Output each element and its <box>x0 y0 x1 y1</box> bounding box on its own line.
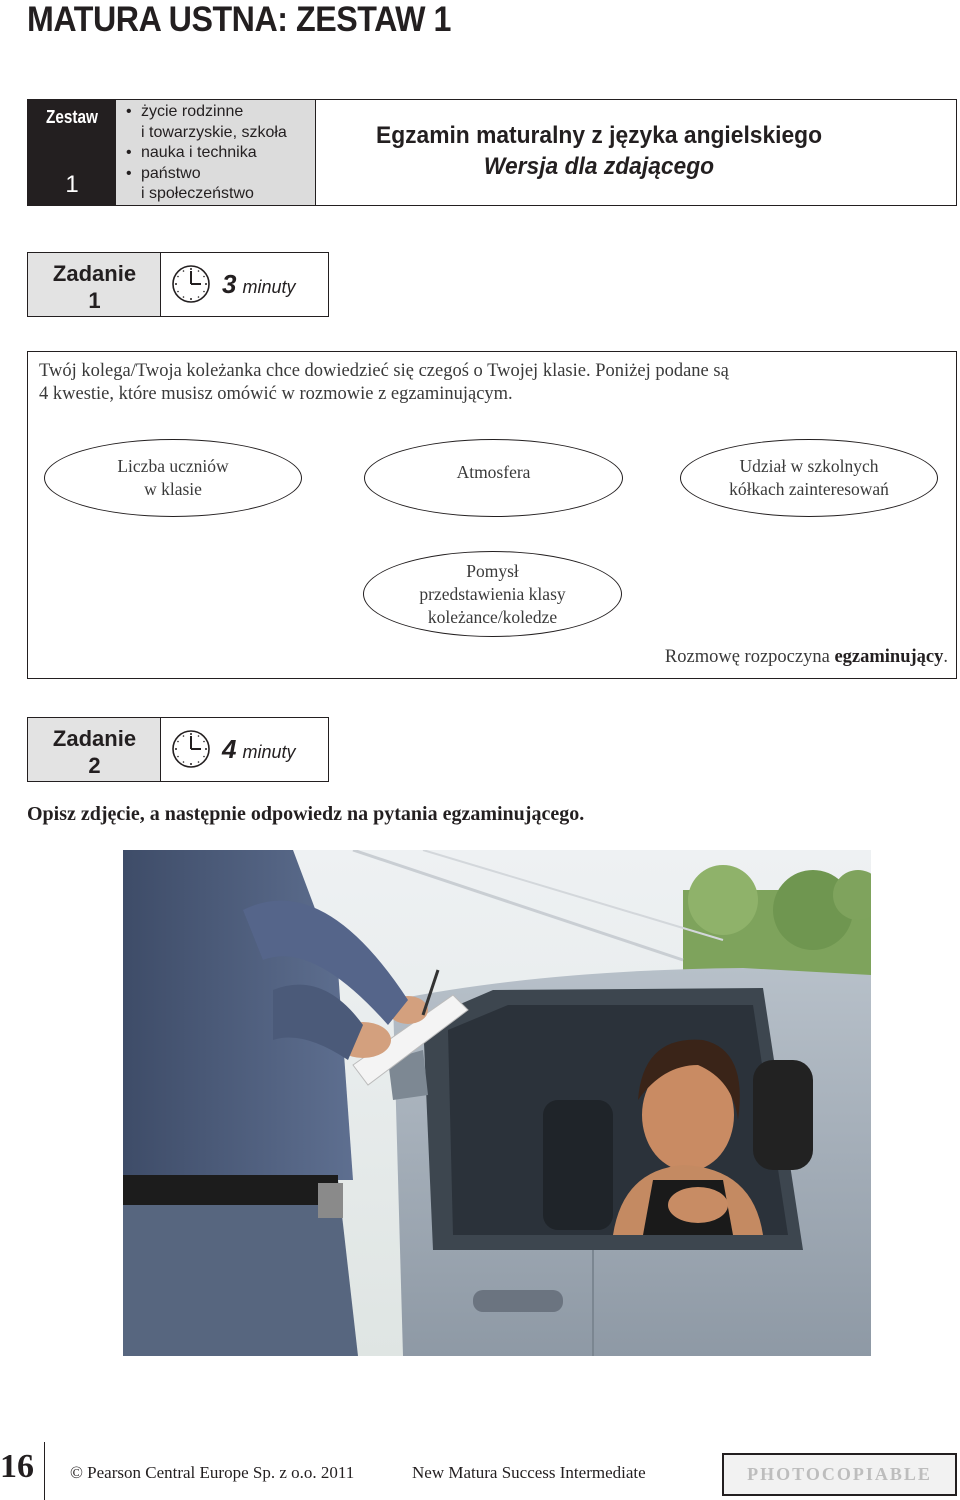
task2-label-number: 2 <box>88 753 101 778</box>
task1-minutes-unit: minuty <box>242 277 296 297</box>
bullet-icon: • <box>126 164 132 182</box>
footer-divider <box>44 1442 45 1500</box>
zestaw-label: Zestaw <box>46 107 98 127</box>
task1-footer-end: . <box>943 647 948 667</box>
clock-icon <box>171 264 211 304</box>
bubble-text: Liczba uczniów <box>117 456 229 476</box>
topic-text: i towarzyskie, szkoła <box>141 123 287 141</box>
photo-illustration <box>123 850 871 1356</box>
topic-item <box>126 102 287 123</box>
task2-minutes-unit: minuty <box>242 742 296 762</box>
copyright: © Pearson Central Europe Sp. z o.o. 2011 <box>70 1463 355 1482</box>
exam-subtitle: Wersja dla zdającego <box>483 153 715 180</box>
zestaw-cell <box>28 100 116 205</box>
bubble-text: koleżance/koledze <box>427 606 558 627</box>
bubble-text: Pomysł <box>466 560 519 581</box>
task1-label-number: 1 <box>88 288 101 313</box>
task1-footer <box>665 647 948 668</box>
task2-header <box>27 717 329 782</box>
clock-icon <box>171 729 211 769</box>
topic-text: nauka i technika <box>141 144 257 161</box>
topic-item <box>126 184 287 205</box>
photocopiable-badge <box>722 1453 957 1496</box>
bullet-icon: • <box>126 144 132 161</box>
topics-list <box>126 102 287 205</box>
task1-instruction <box>39 360 939 406</box>
task1-minutes: 3 <box>222 269 237 299</box>
exam-photo <box>123 850 871 1356</box>
topics-cell <box>116 100 316 205</box>
bubble-text: przedstawienia klasy <box>419 583 566 604</box>
topic-bubble <box>363 551 622 637</box>
task2-label <box>28 725 161 779</box>
topic-item <box>126 123 287 144</box>
task1-label <box>28 260 161 314</box>
topic-text: życie rodzinne <box>141 103 244 120</box>
task1-header <box>27 252 329 317</box>
bullet-icon: • <box>126 103 132 120</box>
exam-title: Egzamin maturalny z języka angielskiego <box>375 122 823 149</box>
zestaw-number: 1 <box>65 171 79 198</box>
task1-label-cell <box>28 253 161 316</box>
task2-label-cell <box>28 718 161 781</box>
task1-footer-text: Rozmowę rozpoczyna <box>664 647 835 667</box>
bubble-text: w klasie <box>144 479 202 499</box>
photocopiable-label: PHOTOCOPIABLE <box>747 1464 932 1484</box>
task1-instruction-line: 4 kwestie, które musisz omówić w rozmowie z egzaminującym. <box>39 384 513 404</box>
bubble-text: Udział w szkolnych <box>739 456 879 476</box>
task2-minutes: 4 <box>222 734 237 764</box>
topic-bubble <box>364 439 623 517</box>
task1-label-word: Zadanie <box>52 261 137 286</box>
task2-label-word: Zadanie <box>52 726 137 751</box>
exam-header <box>27 99 957 206</box>
task2-instruction: Opisz zdjęcie, a następnie odpowiedz na pytania egzaminującego. <box>27 803 585 825</box>
page-title: MATURA USTNA: ZESTAW 1 <box>27 0 451 39</box>
page-number: 16 <box>0 1448 34 1485</box>
book-title: New Matura Success Intermediate <box>412 1463 646 1482</box>
topic-bubble <box>44 439 302 517</box>
task1-instruction-line: Twój kolega/Twoja koleżanka chce dowiedzieć się czegoś o Twojej klasie. Poniżej podane są <box>39 361 729 381</box>
topic-item <box>126 143 287 164</box>
topic-item <box>126 164 287 185</box>
topic-bubble <box>680 439 938 517</box>
bubble-text: kółkach zainteresowań <box>729 479 889 499</box>
task1-time <box>222 269 295 300</box>
task1-footer-bold: egzaminujący <box>834 647 944 667</box>
bubble-text: Atmosfera <box>456 461 531 482</box>
task2-time <box>222 734 295 765</box>
topic-text: i społeczeństwo <box>141 185 254 202</box>
task1-content <box>27 351 957 679</box>
topic-text: państwo <box>141 164 201 182</box>
exam-title-cell <box>316 100 956 205</box>
